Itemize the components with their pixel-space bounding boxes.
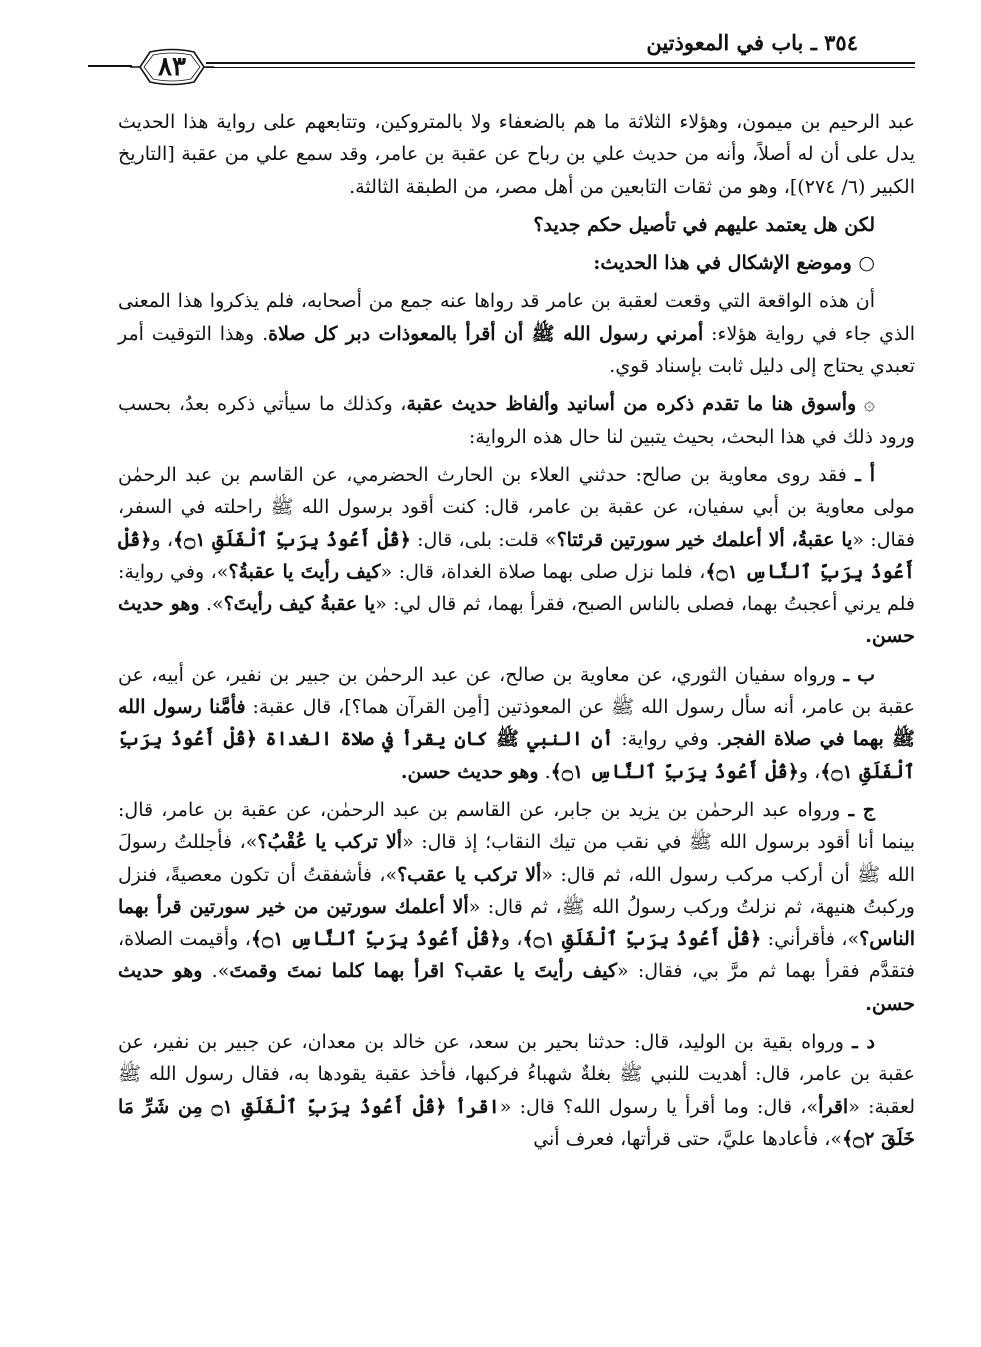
quran-verse: ﴿قُلْ أَعُوذُ بِرَبِّ ٱلنَّاسِ ۝١﴾ [550, 760, 799, 783]
paragraph [118, 247, 915, 279]
bold-text: ألا تركب يا عُقْبُ؟ [257, 831, 403, 854]
quran-verse: ﴿قُلْ أَعُوذُ بِرَبِّ ٱلْفَلَقِ ۝١﴾ [118, 728, 915, 783]
paragraph [118, 459, 915, 653]
bold-text: ج ـ [848, 798, 875, 821]
bold-text: وهو حديث حسن. [400, 760, 539, 783]
paragraph [118, 659, 915, 788]
bold-text: كيف رأيتَ يا عقب؟ اقرأ بهما كلما نمتَ وقمتَ [229, 960, 617, 983]
bold-text: ب ـ [843, 663, 875, 686]
text-run: . وفي رواية: [613, 728, 723, 751]
bold-text: اقرأ [818, 1095, 849, 1118]
paragraph [118, 794, 915, 1020]
text-run: »، فأجللتُ رسولَ الله ﷺ أن أركب مركب رسول الله، ثم قال: « [118, 831, 915, 886]
bold-text: يا عقبةُ كيف رأيتَ؟ [223, 593, 376, 616]
text-run: ، و [151, 528, 173, 551]
bold-text: أمرني رسول الله ﷺ أن أقرأ بالمعوذات دبر كل صلاة [268, 322, 704, 345]
text-run: أن هذه الواقعة التي وقعت لعقبة بن عامر قد رواها عنه جمع من أصحابه، فلم يذكروا هذا المعنى الذي جاء في رواية هؤلاء: [118, 290, 916, 345]
quran-verse: ﴿قُلْ أَعُوذُ بِرَبِّ ٱلْفَلَقِ ۝١﴾ [172, 528, 411, 551]
page-number: ٨٣ [158, 52, 186, 82]
paragraph [118, 106, 915, 203]
bold-text: وهو حديث حسن. [118, 593, 915, 648]
text-run: »، فأقرأني: [761, 928, 860, 951]
text-run: »، وفي رواية: فلم يرني أعجبتُ بهما، فصلى بالناس الصبح، فقرأ بهما، ثم قال لي: « [118, 560, 915, 616]
bold-text: لكن هل يعتمد عليهم في تأصيل حكم جديد؟ [533, 213, 875, 236]
paragraph [118, 1026, 915, 1155]
text-run: ، وأقيمت الصلاة، فتقدَّم فقرأ بهما ثم مرَّ بي، فقال: « [118, 928, 915, 983]
quran-verse: ﴿قُلْ أَعُوذُ بِرَبِّ ٱلنَّاسِ ۝١﴾ [250, 928, 501, 951]
bold-text: فأمَّنا رسول الله ﷺ بهما في صلاة الفجر [118, 696, 915, 751]
text-run: ، فلما نزل صلى بهما صلاة الغداة، قال: « [380, 560, 706, 583]
text-run: ، و [798, 760, 821, 783]
bold-text: يا عقبةُ، ألا أعلمك خير سورتين قرئتا؟ [556, 528, 853, 551]
text-run: فقد روى معاوية بن صالح: حدثني العلاء بن الحارث الحضرمي، عن القاسم بن عبد الرحمٰن مولى معاوية بن أبي سفيان، عن عقبة بن عامر، قال: كنت أقود برسول الله ﷺ راحلته في السفر، فقال: « [118, 463, 915, 551]
text-run: ». [199, 593, 224, 616]
text-run: »، قال: وما أقرأ يا رسول الله؟ قال: « [499, 1095, 819, 1118]
bold-text: ألا تركب يا عقب؟ [397, 863, 542, 886]
header-rule-right-bottom [206, 67, 915, 68]
paragraph [118, 388, 915, 453]
text-run: عبد الرحيم بن ميمون، وهؤلاء الثلاثة ما هم بالضعفاء ولا بالمتروكين، وتتابعهم على رواية هذا الحديث يدل على أن له أصلاً، وأنه من حديث علي بن رباح عن عقبة بن عامر، وقد سمع علي من عقبة [التاريخ الكبير (٦/ ٢٧٤)]، وهو من ثقات التابعين من أهل مصر، من الطبقة الثالثة. [118, 111, 915, 198]
bold-text: أن النبي ﷺ كان يقرأ في صلاة الغداة [257, 728, 614, 751]
text-run: ». [202, 960, 230, 983]
quran-verse: ﴿قُلْ أَعُوذُ بِرَبِّ ٱلْفَلَقِ ۝١ مِن شَرِّ مَا خَلَقَ ۝٢﴾ [118, 1095, 915, 1150]
text-run: ورواه عبد الرحمٰن بن يزيد بن جابر، عن القاسم بن عبد الرحمٰن، عن عقبة بن عامر، قال: بينما أنا أقود برسول الله ﷺ في نقب من تيك النقاب؛ إذ قال: « [118, 798, 915, 854]
header-rule-right-top [206, 62, 915, 64]
bold-text: كيف رأيتَ يا عقبةُ؟ [228, 560, 381, 583]
text-run: ۞ [856, 393, 875, 416]
text-run: »، فأعادها عليَّ، حتى قرأتها، فعرف أني [533, 1127, 843, 1150]
text-run: » قلت: بلى، قال: [410, 528, 557, 551]
paragraph [118, 209, 915, 241]
text-run: ورواه بقية بن الوليد، قال: حدثنا بحير بن سعد، عن خالد بن معدان، عن جبير بن نفير، عن عقبة بن عامر، قال: أهديت للنبي ﷺ بغلةٌ شهباءُ فركبها، فأخذ عقبة يقودها به، فقال رسول الله ﷺ لعقبة: « [118, 1031, 915, 1118]
text-run: . [538, 760, 551, 783]
quran-verse: ﴿قُلْ أَعُوذُ بِرَبِّ ٱلْفَلَقِ ۝١﴾ [522, 928, 762, 951]
bold-text: ألا أعلمك سورتين من خير سورتين قرأ بهما الناس؟ [118, 895, 916, 951]
text-run: . وهذا التوقيت أمر تعبدي يحتاج إلى دليل ثابت بإسناد قوي. [118, 322, 915, 378]
bold-text: أ ـ [855, 463, 875, 486]
quran-verse: ﴿قُلْ أَعُوذُ بِرَبِّ ٱلنَّاسِ ۝١﴾ [118, 528, 916, 583]
header-rule-left [88, 65, 132, 67]
bold-text: د ـ [852, 1031, 875, 1054]
page-number-badge [128, 46, 216, 88]
paragraph [118, 285, 915, 382]
main-text [118, 106, 915, 1161]
bold-text: ○ وموضع الإشكال في هذا الحديث: [593, 252, 875, 275]
bold-text: وأسوق هنا ما تقدم ذكره من أسانيد وألفاظ حديث عقبة [406, 393, 857, 416]
text-run: ، وكذلك ما سيأتي ذكره بعدُ، بحسب ورود ذلك في هذا البحث، بحيث يتبين لنا حال هذه الرواية: [118, 393, 915, 448]
text-run: »، فأشفقتُ أن تكون معصيةً، فنزل وركبتُ هنيهة، ثم نزلتُ وركب رسولُ الله ﷺ، ثم قال: « [118, 863, 915, 918]
chapter-title: ٣٥٤ ـ باب في المعوذتين [646, 30, 858, 55]
bold-text: اقرأ [446, 1095, 500, 1118]
text-run: ، و [500, 928, 523, 951]
text-run: ورواه سفيان الثوري، عن معاوية بن صالح، عن عبد الرحمٰن بن جبير بن نفير، عن أبيه، عن عقبة بن عامر، أنه سأل رسول الله ﷺ عن المعوذتين [أمِن القرآن هما؟]، قال عقبة: [118, 663, 915, 719]
bold-text: وهو حديث حسن. [118, 960, 915, 1015]
